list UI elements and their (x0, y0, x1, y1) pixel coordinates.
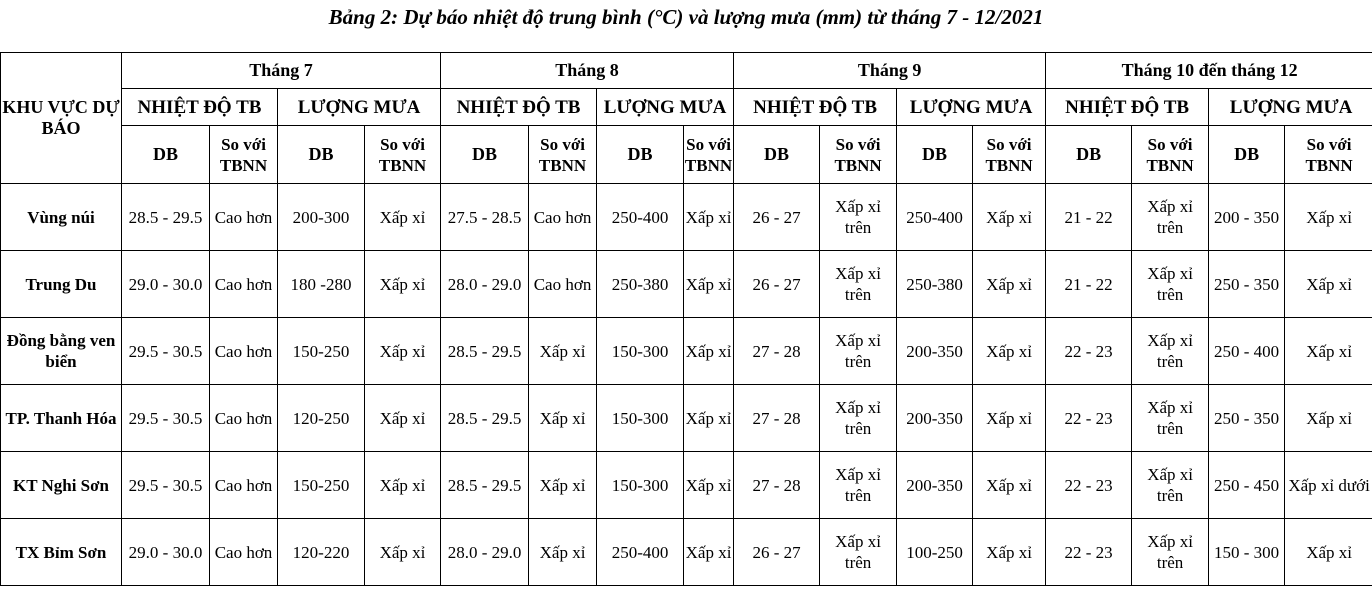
value-cell: 250 - 400 (1209, 318, 1285, 385)
region-cell: TP. Thanh Hóa (1, 385, 122, 452)
value-cell: Xấp xỉ trên (1132, 318, 1209, 385)
temperature-header: NHIỆT ĐỘ TB (1046, 89, 1209, 126)
db-header: DB (441, 126, 529, 184)
month-header: Tháng 10 đến tháng 12 (1046, 53, 1372, 89)
compare-header: So với TBNN (210, 126, 278, 184)
value-cell: 250-400 (897, 184, 973, 251)
value-cell: 150-250 (278, 318, 365, 385)
value-cell: 27 - 28 (734, 385, 820, 452)
value-cell: Xấp xỉ (1285, 385, 1372, 452)
value-cell: Xấp xỉ (1285, 519, 1372, 586)
rainfall-header: LƯỢNG MƯA (1209, 89, 1372, 126)
value-cell: Xấp xỉ (365, 251, 441, 318)
value-cell: 29.5 - 30.5 (122, 318, 210, 385)
value-cell: Xấp xỉ trên (1132, 385, 1209, 452)
table-row (1, 519, 1372, 586)
compare-header: So với TBNN (820, 126, 897, 184)
value-cell: 150-300 (597, 452, 684, 519)
value-cell: Xấp xỉ trên (820, 385, 897, 452)
value-cell: 28.5 - 29.5 (122, 184, 210, 251)
value-cell: 200-350 (897, 385, 973, 452)
rainfall-header: LƯỢNG MƯA (597, 89, 734, 126)
table-row (1, 251, 1372, 318)
value-cell: 200 - 350 (1209, 184, 1285, 251)
value-cell: Xấp xỉ (684, 251, 734, 318)
value-cell: Xấp xỉ (529, 385, 597, 452)
table-row (1, 385, 1372, 452)
value-cell: 29.0 - 30.0 (122, 251, 210, 318)
value-cell: 28.0 - 29.0 (441, 519, 529, 586)
table-row (1, 452, 1372, 519)
value-cell: 27 - 28 (734, 318, 820, 385)
value-cell: Xấp xỉ (365, 184, 441, 251)
value-cell: Xấp xỉ (973, 519, 1046, 586)
value-cell: 27.5 - 28.5 (441, 184, 529, 251)
value-cell: 200-300 (278, 184, 365, 251)
value-cell: 180 -280 (278, 251, 365, 318)
region-cell: Đồng bằng ven biển (1, 318, 122, 385)
value-cell: 22 - 23 (1046, 519, 1132, 586)
value-cell: Cao hơn (210, 519, 278, 586)
value-cell: Xấp xỉ (973, 385, 1046, 452)
compare-header: So với TBNN (973, 126, 1046, 184)
value-cell: Xấp xỉ (529, 318, 597, 385)
region-cell: Trung Du (1, 251, 122, 318)
region-cell: TX Bỉm Sơn (1, 519, 122, 586)
temperature-header: NHIỆT ĐỘ TB (122, 89, 278, 126)
table-row (1, 184, 1372, 251)
compare-header: So với TBNN (529, 126, 597, 184)
value-cell: 250-380 (897, 251, 973, 318)
value-cell: Xấp xỉ trên (1132, 251, 1209, 318)
value-cell: Xấp xỉ dưới (1285, 452, 1372, 519)
value-cell: 29.5 - 30.5 (122, 452, 210, 519)
value-cell: Xấp xỉ (529, 519, 597, 586)
value-cell: 27 - 28 (734, 452, 820, 519)
value-cell: Xấp xỉ (973, 251, 1046, 318)
db-header: DB (597, 126, 684, 184)
value-cell: Cao hơn (210, 184, 278, 251)
rainfall-header: LƯỢNG MƯA (897, 89, 1046, 126)
value-cell: Xấp xỉ trên (1132, 184, 1209, 251)
value-cell: Xấp xỉ (1285, 318, 1372, 385)
value-cell: Xấp xỉ (365, 318, 441, 385)
value-cell: 26 - 27 (734, 519, 820, 586)
compare-header: So với TBNN (684, 126, 734, 184)
value-cell: Xấp xỉ (365, 519, 441, 586)
value-cell: 150-300 (597, 385, 684, 452)
value-cell: Xấp xỉ trên (1132, 519, 1209, 586)
region-column-header: KHU VỰC DỰ BÁO (1, 53, 122, 184)
value-cell: 250-400 (597, 184, 684, 251)
month-header: Tháng 7 (122, 53, 441, 89)
db-header: DB (278, 126, 365, 184)
value-cell: Xấp xỉ (973, 318, 1046, 385)
value-cell: 29.0 - 30.0 (122, 519, 210, 586)
value-cell: Xấp xỉ trên (1132, 452, 1209, 519)
compare-header: So với TBNN (1285, 126, 1372, 184)
value-cell: Xấp xỉ (684, 452, 734, 519)
value-cell: Xấp xỉ (973, 452, 1046, 519)
value-cell: 250 - 350 (1209, 385, 1285, 452)
db-header: DB (1209, 126, 1285, 184)
value-cell: 22 - 23 (1046, 452, 1132, 519)
value-cell: 250-400 (597, 519, 684, 586)
temperature-header: NHIỆT ĐỘ TB (734, 89, 897, 126)
value-cell: 200-350 (897, 318, 973, 385)
value-cell: Xấp xỉ (529, 452, 597, 519)
rainfall-header: LƯỢNG MƯA (278, 89, 441, 126)
value-cell: 28.5 - 29.5 (441, 318, 529, 385)
value-cell: 150 - 300 (1209, 519, 1285, 586)
region-cell: KT Nghi Sơn (1, 452, 122, 519)
value-cell: 21 - 22 (1046, 251, 1132, 318)
value-cell: 22 - 23 (1046, 318, 1132, 385)
value-cell: Xấp xỉ (684, 519, 734, 586)
value-cell: Cao hơn (210, 452, 278, 519)
value-cell: 28.5 - 29.5 (441, 385, 529, 452)
compare-header: So với TBNN (1132, 126, 1209, 184)
value-cell: 120-250 (278, 385, 365, 452)
month-header: Tháng 9 (734, 53, 1046, 89)
region-cell: Vùng núi (1, 184, 122, 251)
value-cell: Xấp xỉ (365, 452, 441, 519)
value-cell: Xấp xỉ (684, 318, 734, 385)
value-cell: Xấp xỉ (1285, 184, 1372, 251)
value-cell: 22 - 23 (1046, 385, 1132, 452)
value-cell: Xấp xỉ trên (820, 318, 897, 385)
value-cell: Xấp xỉ trên (820, 452, 897, 519)
value-cell: Xấp xỉ (973, 184, 1046, 251)
value-cell: 150-300 (597, 318, 684, 385)
table-row (1, 318, 1372, 385)
value-cell: 100-250 (897, 519, 973, 586)
value-cell: 26 - 27 (734, 251, 820, 318)
value-cell: 250-380 (597, 251, 684, 318)
db-header: DB (122, 126, 210, 184)
value-cell: Xấp xỉ (1285, 251, 1372, 318)
value-cell: Xấp xỉ (684, 385, 734, 452)
compare-header: So với TBNN (365, 126, 441, 184)
value-cell: Xấp xỉ trên (820, 184, 897, 251)
value-cell: 26 - 27 (734, 184, 820, 251)
value-cell: 28.5 - 29.5 (441, 452, 529, 519)
value-cell: 29.5 - 30.5 (122, 385, 210, 452)
value-cell: 21 - 22 (1046, 184, 1132, 251)
value-cell: Cao hơn (529, 251, 597, 318)
forecast-table (0, 52, 1372, 586)
value-cell: Cao hơn (529, 184, 597, 251)
value-cell: 250 - 350 (1209, 251, 1285, 318)
value-cell: Xấp xỉ trên (820, 251, 897, 318)
month-header: Tháng 8 (441, 53, 734, 89)
db-header: DB (897, 126, 973, 184)
value-cell: 28.0 - 29.0 (441, 251, 529, 318)
value-cell: 250 - 450 (1209, 452, 1285, 519)
value-cell: Cao hơn (210, 385, 278, 452)
value-cell: 120-220 (278, 519, 365, 586)
value-cell: 200-350 (897, 452, 973, 519)
value-cell: Cao hơn (210, 318, 278, 385)
temperature-header: NHIỆT ĐỘ TB (441, 89, 597, 126)
db-header: DB (734, 126, 820, 184)
value-cell: Xấp xỉ (365, 385, 441, 452)
value-cell: Xấp xỉ (684, 184, 734, 251)
value-cell: Cao hơn (210, 251, 278, 318)
value-cell: 150-250 (278, 452, 365, 519)
table-title: Bảng 2: Dự báo nhiệt độ trung bình (°C) và lượng mưa (mm) từ tháng 7 - 12/2021 (328, 5, 1044, 29)
db-header: DB (1046, 126, 1132, 184)
value-cell: Xấp xỉ trên (820, 519, 897, 586)
